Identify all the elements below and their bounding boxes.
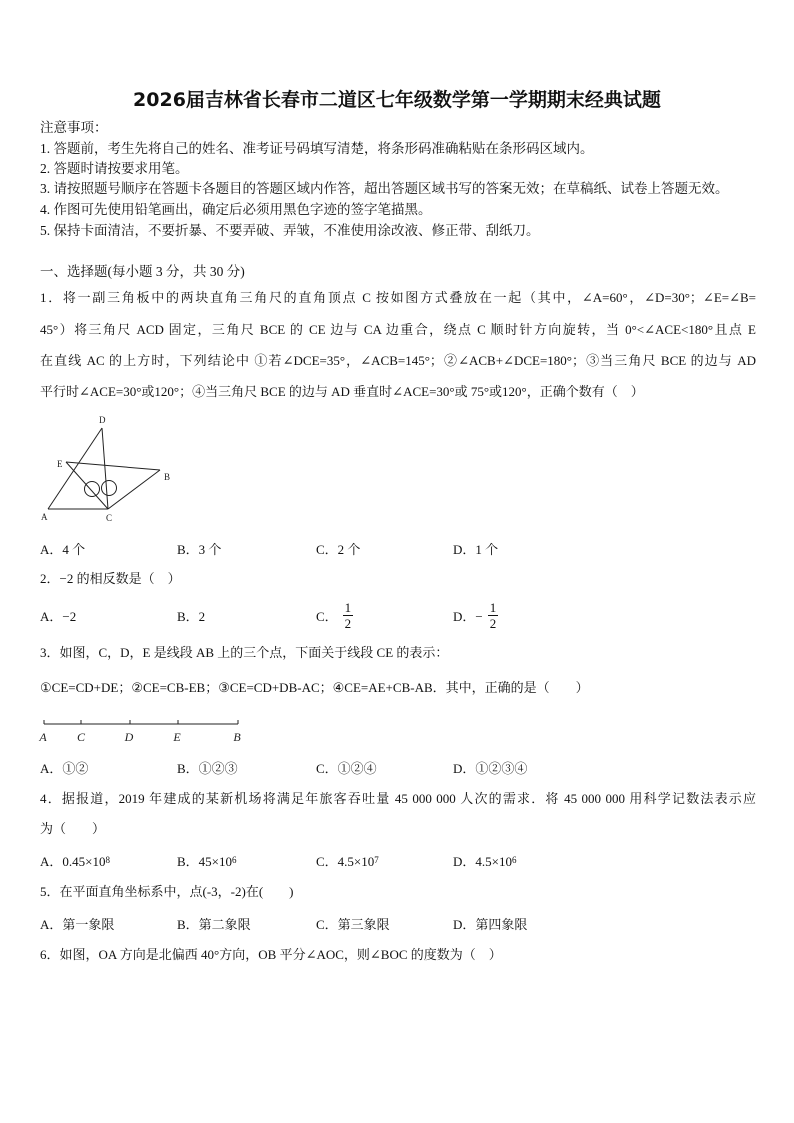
point-label-a: A	[39, 730, 47, 744]
question-2-options	[40, 597, 756, 633]
page-title: 2026届吉林省长春市二道区七年级数学第一学期期末经典试题	[133, 89, 661, 111]
question-6-text: 6．如图，OA 方向是北偏西 40°方向，OB 平分∠AOC，则∠BOC 的度数为（ ）	[40, 947, 502, 962]
option-b	[177, 597, 205, 633]
option-label: A．−2	[40, 608, 77, 624]
point-label-a: A	[41, 512, 48, 522]
option-a: A．第一象限	[40, 916, 115, 932]
question-4-options	[40, 851, 756, 869]
option-c: C．4.5×10 7	[316, 851, 379, 869]
question-5-text: 5．在平面直角坐标系中，点(-3，-2)在( )	[40, 884, 294, 899]
fraction	[488, 600, 499, 631]
point-label-d: D	[99, 415, 106, 425]
point-label-b: B	[164, 472, 171, 482]
option-label: C．4.5×10	[316, 853, 375, 869]
point-label-e: E	[173, 730, 181, 744]
option-a: A．4 个	[40, 541, 86, 557]
fraction-denominator: 2	[344, 615, 352, 631]
option-label: D．−	[453, 608, 483, 624]
fraction	[343, 600, 354, 631]
option-label: C．	[316, 608, 338, 624]
option-b: B．3 个	[177, 541, 222, 557]
question-4-text-line: 为（ ）	[40, 821, 106, 836]
fraction-numerator: 1	[344, 599, 352, 615]
fraction-numerator: 1	[489, 599, 497, 615]
point-label-d: D	[124, 730, 134, 744]
question-3-statements: ①CE=CD+DE；②CE=CB-EB；③CE=CD+DB-AC；④CE=AE+CB-AB．其中，正确的是（ ）	[40, 680, 589, 695]
option-c: C．①②④	[316, 760, 377, 776]
notice-item: 3. 请按照题号顺序在答题卡各题目的答题区域内作答，超出答题区域书写的答案无效；在草稿纸、试卷上答题无效。	[40, 181, 729, 196]
notice-item: 1. 答题前，考生先将自己的姓名、准考证号码填写清楚，将条形码准确粘贴在条形码区域内。	[40, 141, 594, 156]
option-d: D．4.5×10 6	[453, 851, 516, 869]
option-c: C．2 个	[316, 541, 361, 557]
option-b: B．45×10 6	[177, 851, 237, 869]
option-label: B．2	[177, 608, 206, 624]
fraction-denominator: 2	[489, 615, 497, 631]
option-d: D．第四象限	[453, 916, 528, 932]
option-b: B．第二象限	[177, 916, 251, 932]
option-label: A．0.45×10	[40, 853, 106, 869]
option-c: C．第三象限	[316, 916, 390, 932]
point-label-b: B	[233, 730, 241, 744]
question-3-text: 3．如图，C，D，E 是线段 AB 上的三个点，下面关于线段 CE 的表示：	[40, 645, 449, 660]
question-1-figure	[36, 412, 176, 526]
point-label-c: C	[106, 513, 113, 523]
question-4-text-line: 4．据报道，2019 年建成的某新机场将满足年旅客吞吐量 45 000 000 人次的需求．将 45 000 000 用科学记数法表示应	[40, 791, 756, 806]
question-3-options	[40, 758, 756, 776]
notice-item: 2. 答题时请按要求用笔。	[40, 161, 189, 176]
question-1-text-line: 平行时∠ACE=30°或120°；④当三角尺 BCE 的边与 AD 垂直时∠ACE=30°或 75°或120°，正确个数有（ ）	[40, 384, 644, 399]
question-5-options	[40, 914, 756, 932]
option-a: A．①②	[40, 760, 89, 776]
angle-mark-circle	[85, 482, 100, 497]
option-d: D．1 个	[453, 541, 499, 557]
option-a: A．0.45×10 8	[40, 851, 110, 869]
option-a	[40, 597, 76, 633]
option-d: D．①②③④	[453, 760, 528, 776]
side-dc	[102, 428, 108, 509]
question-3-figure	[36, 714, 248, 746]
point-label-c: C	[76, 730, 86, 744]
notice-heading: 注意事项：	[40, 120, 108, 135]
notice-item: 5. 保持卡面清洁，不要折暴、不要弄破、弄皱，不准使用涂改液、修正带、刮纸刀。	[40, 223, 540, 238]
option-b: B．①②③	[177, 760, 238, 776]
question-1-text-line: 45°）将三角尺 ACD 固定，三角尺 BCE 的 CE 边与 CA 边重合，绕点 C 顺时针方向旋转，当 0°<∠ACE<180°且点 E	[40, 322, 756, 337]
question-1-text-line: 在直线 AC 的上方时，下列结论中 ①若∠DCE=35°，∠ACB=145°；②∠ACB+∠DCE=180°；③当三角尺 BCE 的边与 AD	[40, 353, 756, 368]
option-d	[453, 597, 498, 633]
point-label-e: E	[57, 459, 63, 469]
option-label: B．45×10	[177, 853, 233, 869]
question-1-text-line: 1．将一副三角板中的两块直角三角尺的直角顶点 C 按如图方式叠放在一起（其中，∠A=60°，∠D=30°；∠E=∠B=	[40, 290, 756, 305]
side-bc	[108, 470, 160, 509]
option-c	[316, 597, 353, 633]
question-1-options	[40, 539, 756, 557]
notice-item: 4. 作图可先使用铅笔画出，确定后必须用黑色字迹的签字笔描黑。	[40, 202, 432, 217]
section-heading: 一、选择题(每小题 3 分，共 30 分)	[40, 264, 245, 279]
question-2-text: 2．−2 的相反数是（ ）	[40, 571, 181, 586]
side-eb	[66, 462, 160, 470]
option-label: D．4.5×10	[453, 853, 512, 869]
angle-mark-circle	[102, 481, 117, 496]
